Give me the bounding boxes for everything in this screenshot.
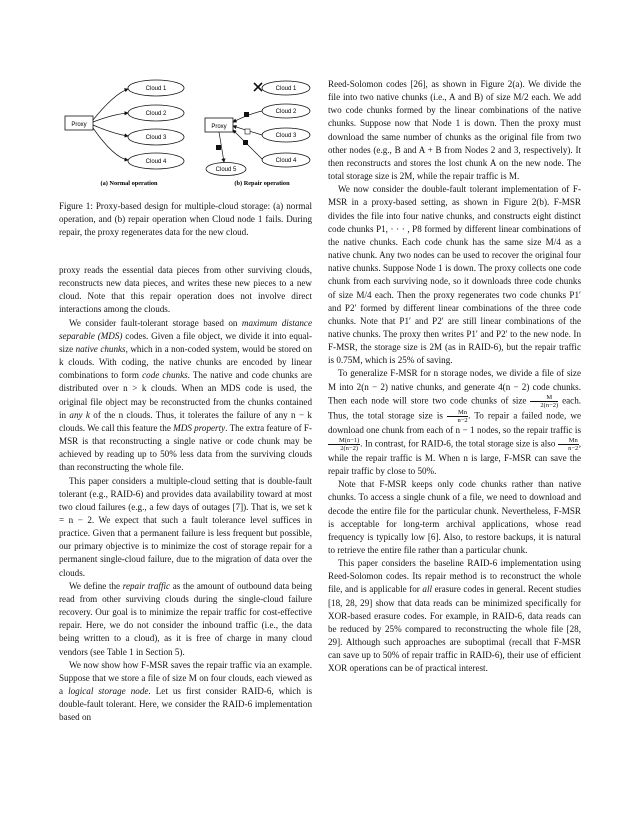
paragraph: This paper considers the baseline RAID-6 implementation using Reed-Solomon codes. Its repair method is to reconstruct the whole file, and is applicable for all erasure codes in general. Recent studies [18, 28, 29] show that data reads can be minimized specifically for XOR-based erasure codes. For example, in RAID-6, data reads can be reduced by 25% compared to reconstructing the whole file [28, 29]. Although such approaches are suboptimal (recall that F-MSR can save up to 50% of repair traffic in RAID-6), their use of efficient XOR operations can be of practical interest. [328, 558, 581, 674]
chunk-icon [216, 145, 221, 150]
cloud-2-a-label: Cloud 2 [145, 111, 167, 117]
failure-x-icon [254, 83, 262, 91]
cloud-1-b-label: Cloud 1 [275, 86, 297, 92]
paragraph: We define the repair traffic as the amount of outbound data being read from other surviving clouds during the single-cloud failure recovery. Our goal is to minimize the repair traffic for cost-effective repair. Here, we do not consider the inbound traffic (i.e., the data being written to a cloud), as it is free of charge in many cloud vendors (see Table 1 in Section 5). [59, 580, 313, 657]
paragraph: We now consider the double-fault tolerant implementation of F-MSR in a proxy-based setting, as shown in Figure 2(b). F-MSR divides the file into four native chunks, and constructs eight distinct code chunks P1, · · · , P8 formed by different linear combinations of the native chunks. Each code chunk has the same size M/4 as a native chunk. Any two nodes can be used to recover the original four native chunks. Suppose Node 1 is down. The proxy collects one code chunk from each surviving node, so it downloads three code chunks of size M/4 each. Then the proxy regenerates two code chunks P1′ and P2′ formed by different linear combinations of the three code chunks. Note that P1′ and P2′ are still linear combinations of the native chunks. The proxy then writes P1′ and P2′ to the new node. In F-MSR, the storage size is 2M (as in RAID-6), but the repair traffic is 0.75M, which is 25% of saving. [328, 184, 581, 366]
panel-b-caption: (b) Repair operation [234, 180, 290, 187]
cloud-3-b-label: Cloud 3 [275, 133, 297, 139]
cloud-5-b-label: Cloud 5 [215, 167, 237, 173]
fraction: $\frac{Mn}{n-2}$ [447, 409, 468, 424]
panel-b-repair-operation [205, 81, 310, 187]
figure-1-caption: Figure 1: Proxy-based design for multiple-cloud storage: (a) normal operation, and (b) repair operation when Cloud node 1 fails. During repair, the proxy regenerates data for the new cloud. [59, 201, 312, 238]
proxy-label-a: Proxy [71, 122, 87, 128]
paragraph: proxy reads the essential data pieces from other surviving clouds, reconstructs new data pieces, and writes these new pieces to a new cloud. Note that this repair operation does not involve direct interactions among the clouds. [59, 265, 312, 315]
chunk-icon [243, 140, 248, 145]
paragraph: To generalize F-MSR for n storage nodes, we divide a file of size M into 2(n − 2) native chunks, and generate 4(n − 2) code chunks. Then each node will store two code chunks of size $\frac{M}{2(n-2)}$ each. Thus, the total storage size is $\frac{Mn}{n-2}$ . To repair a failed node, we download one chunk from each of n − 1 nodes, so the repair traffic is $\frac{M(n-1)}{2(n-2)}$ . In contrast, for RAID-6, the total storage size is also $\frac{Mn}{n-2}$ , while the repair traffic is M. When n is large, F-MSR can save the repair traffic by close to 50%. [328, 368, 582, 477]
figure-1 [59, 74, 314, 194]
chunk-icon [245, 129, 250, 134]
paragraph: This paper considers a multiple-cloud setting that is double-fault tolerant (e.g., RAID-6) and provides data availability toward at most two cloud failures (e.g., a few days of outages [7]). That is, we set k = n − 2. We expect that such a fault tolerance level suffices in practice. Given that a permanent failure is less frequent but possible, our primary objective is to minimize the cost of storage repair for a permanent single-cloud failure, due to the migration of data over the clouds. [59, 475, 312, 578]
right-column [328, 78, 581, 676]
chunk-icon [244, 112, 249, 117]
figure-1-diagram [59, 74, 314, 194]
cloud-2-b-label: Cloud 2 [275, 109, 297, 115]
paragraph: Reed-Solomon codes [26], as shown in Figure 2(a). We divide the file into two native chunks (i.e., A and B) of size M/2 each. We add two code chunks formed by the linear combinations of the native chunks. Suppose now that Node 1 is down. Then the proxy must download the same number of chunks as the original file from two other nodes (e.g., B and A + B from Nodes 2 and 3, respectively). It then reconstructs and stores the lost chunk A on the new node. The total storage size is 2M, while the repair traffic is M. [328, 79, 581, 182]
fraction: $\frac{M}{2(n-2)}$ [530, 394, 558, 409]
left-column [59, 264, 312, 724]
cloud-4-b-label: Cloud 4 [275, 158, 297, 164]
fraction: $\frac{Mn}{n-2}$ [558, 437, 579, 452]
paragraph: We consider fault-tolerant storage based on maximum distance separable (MDS) codes. Given a file object, we divide it into equal-size native chunks, which in a non-coded system, would be stored on k clouds. With coding, the native chunks are encoded by linear combinations to form code chunks. The native and code chunks are distributed over n > k clouds. When an MDS code is used, the original file object may be reconstructed from the chunks contained in any k of the n clouds. Thus, it tolerates the failure of any n − k clouds. We call this feature the MDS property. The extra feature of F-MSR is that reconstructing a single native or code chunk may be achieved by reading up to 50% less data from the surviving clouds than reconstructing the whole file. [59, 317, 313, 473]
proxy-label-b: Proxy [211, 124, 227, 130]
fraction: $\frac{M(n-1)}{2(n-2)}$ [328, 437, 360, 452]
panel-a-normal-operation [65, 80, 184, 187]
paragraph: Note that F-MSR keeps only code chunks rather than native chunks. To access a single chunk of a file, we need to download and decode the entire file for the particular chunk. Nevertheless, F-MSR is acceptable for long-term archival applications, whose read frequency is typically low [6]. Also, to restore backups, it is natural to retrieve the entire file rather than a particular chunk. [328, 479, 581, 555]
cloud-4-a-label: Cloud 4 [145, 159, 167, 165]
cloud-3-a-label: Cloud 3 [145, 135, 167, 141]
panel-a-caption: (a) Normal operation [100, 180, 158, 187]
paragraph: We now show how F-MSR saves the repair traffic via an example. Suppose that we store a file of size M on four clouds, each viewed as a logical storage node. Let us first consider RAID-6, which is double-fault tolerant. Here, we consider the RAID-6 implementation based on [59, 659, 313, 723]
cloud-1-a-label: Cloud 1 [145, 86, 167, 92]
